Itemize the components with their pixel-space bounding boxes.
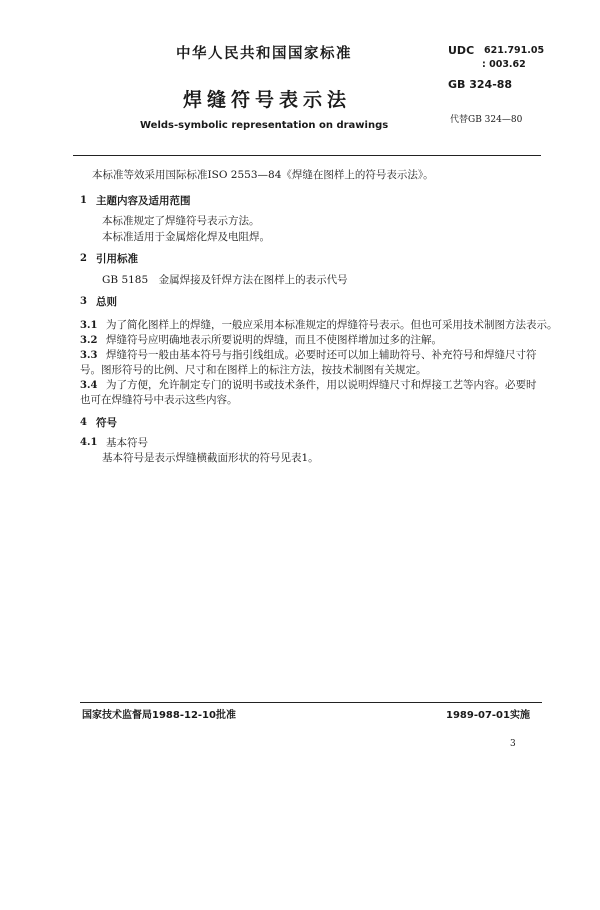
udc-value: 621.791.05 (484, 45, 545, 56)
intro-paragraph: 本标准等效采用国际标准ISO 2553—84《焊缝在图样上的符号表示法》。 (92, 169, 434, 181)
document-title-cn: 焊缝符号表示法 (183, 89, 352, 111)
clause-3-4-text: 为了方便，允许制定专门的说明书或技术条件，用以说明焊缝尺寸和焊接工艺等内容。必要时 (106, 379, 537, 391)
section-2-line-1: GB 5185 金属焊接及钎焊方法在图样上的表示代号 (102, 274, 348, 286)
section-3-number: 3 (80, 296, 87, 307)
replaces-note: 代替GB 324—80 (450, 115, 523, 125)
clause-3-2-text: 焊缝符号应明确地表示所要说明的焊缝，而且不使图样增加过多的注解。 (106, 334, 442, 346)
udc-label: UDC (448, 44, 475, 57)
effective-date: 1989-07-01实施 (446, 710, 530, 721)
clause-3-4-number: 3.4 (80, 380, 98, 391)
section-1-title: 主题内容及适用范围 (96, 195, 191, 207)
section-4-title: 符号 (96, 417, 117, 429)
header-divider (73, 155, 541, 156)
clause-4-1-number: 4.1 (80, 437, 98, 448)
section-1-number: 1 (80, 195, 87, 206)
section-2-title: 引用标准 (96, 253, 138, 265)
document-title-en: Welds-symbolic representation on drawings (140, 120, 389, 131)
gb-number: GB 324-88 (448, 78, 513, 91)
clause-3-3-text: 焊缝符号一般由基本符号与指引线组成。必要时还可以加上辅助符号、补充符号和焊缝尺寸符 (106, 349, 537, 361)
clause-3-4-continuation: 也可在焊缝符号中表示这些内容。 (80, 394, 238, 406)
section-4-number: 4 (80, 417, 87, 428)
section-1-line-2: 本标准适用于金属熔化焊及电阻焊。 (102, 231, 270, 243)
clause-3-3-continuation: 号。图形符号的比例、尺寸和在图样上的标注方法，按技术制图有关规定。 (80, 364, 427, 376)
section-2-number: 2 (80, 253, 87, 264)
clause-4-1-title: 基本符号 (106, 437, 148, 449)
clause-3-3-number: 3.3 (80, 350, 98, 361)
udc-value-2: : 003.62 (482, 59, 526, 70)
clause-3-1-number: 3.1 (80, 320, 98, 331)
footer-divider (80, 702, 542, 703)
approval-date: 国家技术监督局1988-12-10批准 (82, 710, 236, 721)
clause-3-1-text: 为了简化图样上的焊缝，一般应采用本标准规定的焊缝符号表示。但也可采用技术制图方法表示。 (106, 319, 558, 331)
page-number: 3 (510, 739, 516, 749)
national-standard-heading: 中华人民共和国国家标准 (176, 46, 352, 62)
clause-3-2-number: 3.2 (80, 335, 98, 346)
clause-4-1-text: 基本符号是表示焊缝横截面形状的符号见表1。 (102, 452, 319, 464)
section-3-title: 总则 (96, 296, 117, 308)
section-1-line-1: 本标准规定了焊缝符号表示方法。 (102, 215, 260, 227)
